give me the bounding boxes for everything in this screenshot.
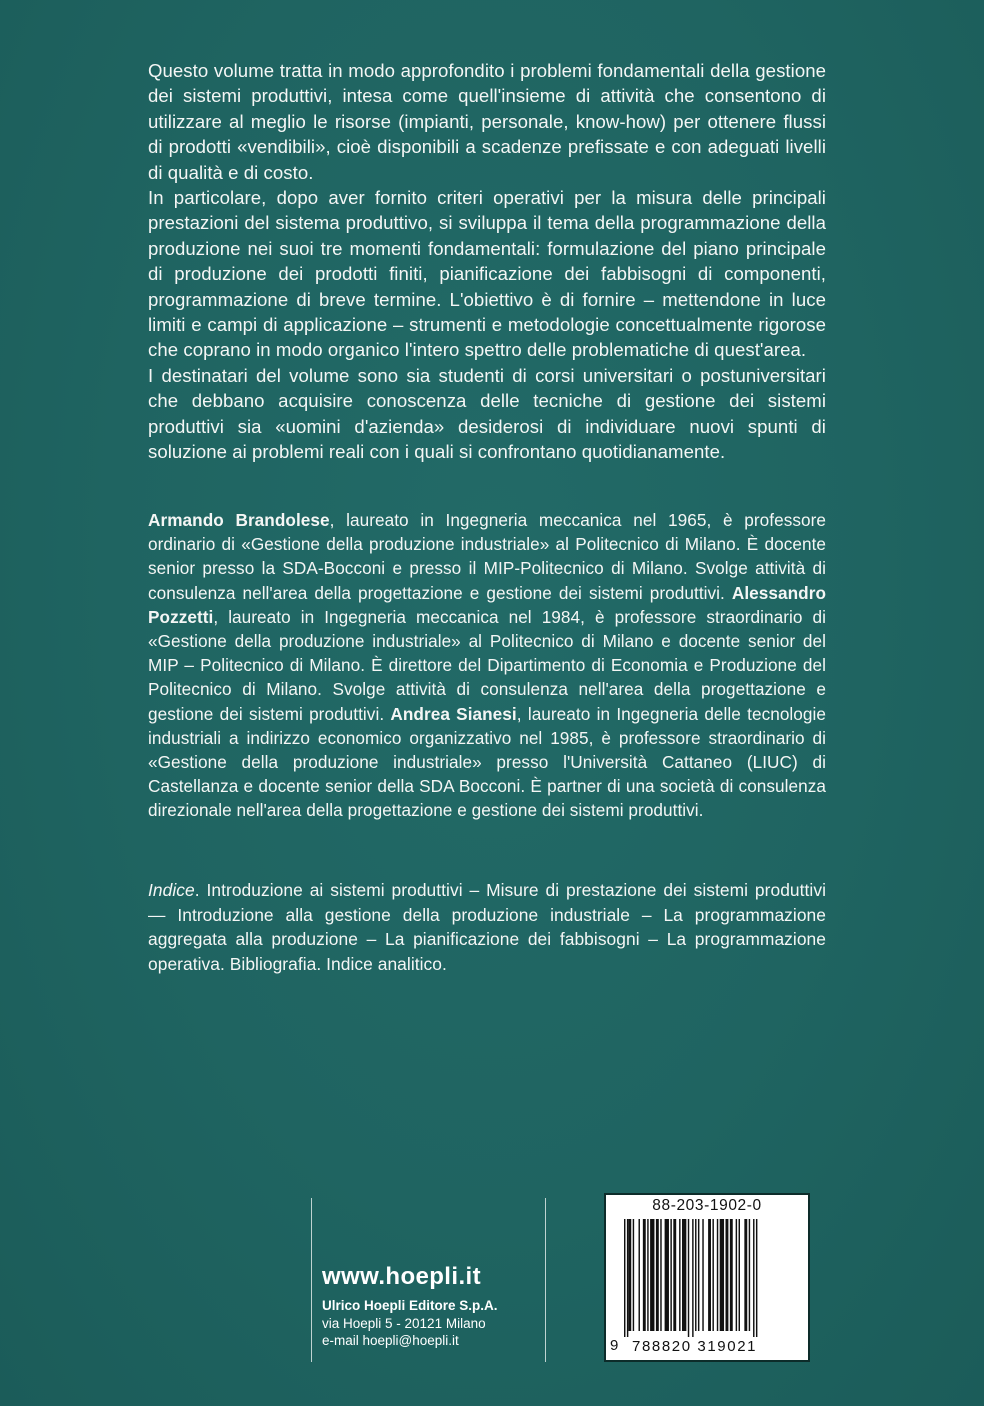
barcode-bar	[720, 1219, 724, 1331]
author-bio: , laureato in Ingegneria delle tecnologie industriali a indirizzo economico organizzativo nel 1985, è professore straordinario di «Gestione della produzione industriale» presso l'Università Cattaneo (LIUC) di Castellanza e docente senior della SDA Bocconi. È partner di una società di consulenza direzionale nell'area della progettazione e gestione dei sistemi produttivi.	[148, 703, 826, 821]
ean-digits: 788820 319021	[632, 1338, 758, 1355]
isbn-number: 88-203-1902-0	[652, 1197, 762, 1214]
barcode-bar	[639, 1219, 640, 1331]
publisher-email[interactable]: e-mail hoepli@hoepli.it	[322, 1333, 459, 1348]
barcode-bar	[692, 1219, 693, 1337]
description-text: Questo volume tratta in modo approfondito i problemi fondamentali della gestione dei sistemi produttivi, intesa come quell'insieme di attività che consentono di utilizzare al meglio le risorse (impianti, personale, know-how) per ottenere flussi di prodotti «vendibili», cioè disponibili a scadenze prefissate e con adeguati livelli di qualità e di costo. In particolare, dopo aver fornito criteri operativi per la misura delle principali prestazioni del sistema produttivo, si sviluppa il tema della programmazione della produzione nei suoi tre momenti fondamentali: formulazione del piano principale di produzione dei prodotti finiti, pianificazione dei fabbisogni di componenti, programmazione di breve termine. L'obiettivo è di fornire – mettendone in luce limiti e campi di applicazione – strumenti e metodologie concettualmente rigorose che coprano in modo organico l'intero spettro delle problematiche di quest'area. I destinatari del volume sono sia studenti di corsi universitari o postuniversitari che debbano acquisire conoscenza delle tecniche di gestione dei sistemi produttivi sia «uomini d'azienda» desiderosi di individuare nuovi spunti di soluzione ai problemi reali con i quali si confrontano quotidianamente.	[148, 60, 826, 463]
barcode-bar	[643, 1219, 646, 1331]
barcode-bar	[698, 1219, 699, 1331]
barcode-bar	[624, 1219, 625, 1337]
barcode-bar	[647, 1219, 648, 1331]
barcode-bar	[726, 1219, 729, 1331]
divider-right	[545, 1198, 546, 1362]
barcode-bar	[756, 1219, 757, 1337]
author-bio: , laureato in Ingegneria meccanica nel 1965, è professore ordinario di «Gestione della produzione industriale» al Politecnico di Milano. È docente senior presso la SDA-Bocconi e presso il MIP-Politecnico di Milano. Svolge attività di consulenza nell'area della progettazione e gestione dei sistemi produttivi.	[148, 510, 826, 603]
author-bios-paragraph	[148, 508, 826, 823]
barcode-bar	[739, 1219, 740, 1331]
publisher-address: via Hoepli 5 - 20121 Milano	[322, 1316, 486, 1331]
divider-left	[311, 1198, 312, 1362]
publisher-url[interactable]: www.hoepli.it	[322, 1263, 481, 1290]
barcode-bar	[708, 1219, 711, 1331]
barcode-bars-icon	[624, 1219, 792, 1337]
barcode-bar	[682, 1219, 686, 1331]
barcode-bar	[712, 1219, 713, 1331]
publisher-name: Ulrico Hoepli Editore S.p.A.	[322, 1298, 498, 1313]
index-paragraph	[148, 878, 826, 976]
barcode-bar	[660, 1219, 661, 1331]
barcode-bar	[665, 1219, 669, 1331]
author-bios	[148, 508, 826, 823]
barcode-bar	[627, 1219, 628, 1337]
barcode	[604, 1193, 810, 1362]
barcode-bar	[717, 1219, 718, 1331]
index-label: Indice	[148, 880, 195, 900]
barcode-bar	[749, 1219, 750, 1331]
table-of-contents	[148, 878, 826, 976]
publisher-info	[322, 1262, 536, 1349]
barcode-bar	[633, 1219, 634, 1331]
author-bio: , laureato in Ingegneria meccanica nel 1984, è professore straordinario di «Gestione della produzione industriale» al Politecnico di Milano e docente senior del MIP – Politecnico di Milano. È direttore del Dipartimento di Economia e Produzione del Politecnico di Milano. Svolge attività di consulenza nell'area della progettazione e gestione dei sistemi produttivi.	[148, 606, 826, 724]
barcode-bar	[702, 1219, 703, 1331]
barcode-bar	[628, 1219, 631, 1331]
barcode-bar	[736, 1219, 737, 1331]
author-name: Armando Brandolese	[148, 510, 330, 530]
book-description	[148, 58, 826, 465]
barcode-bar	[753, 1219, 754, 1337]
barcode-bar	[656, 1219, 659, 1331]
barcode-bar	[688, 1219, 689, 1337]
barcode-bar	[695, 1219, 696, 1331]
barcode-bar	[650, 1219, 654, 1331]
barcode-bar	[679, 1219, 680, 1331]
author-name: Alessandro Pozzetti	[148, 582, 826, 627]
barcode-bar	[673, 1219, 676, 1331]
ean-prefix: 9	[610, 1337, 619, 1354]
barcode-bar	[744, 1219, 747, 1331]
index-text: . Introduzione ai sistemi produttivi – Misure di prestazione dei sistemi produttivi — Introduzione alla gestione della produzione industriale – La programmazione aggregata alla produzione – La pianificazione dei fabbisogni – La programmazione operativa. Bibliografia. Indice analitico.	[148, 880, 826, 974]
barcode-bar	[670, 1219, 671, 1331]
author-name: Andrea Sianesi	[390, 703, 517, 724]
barcode-bar	[730, 1219, 733, 1331]
